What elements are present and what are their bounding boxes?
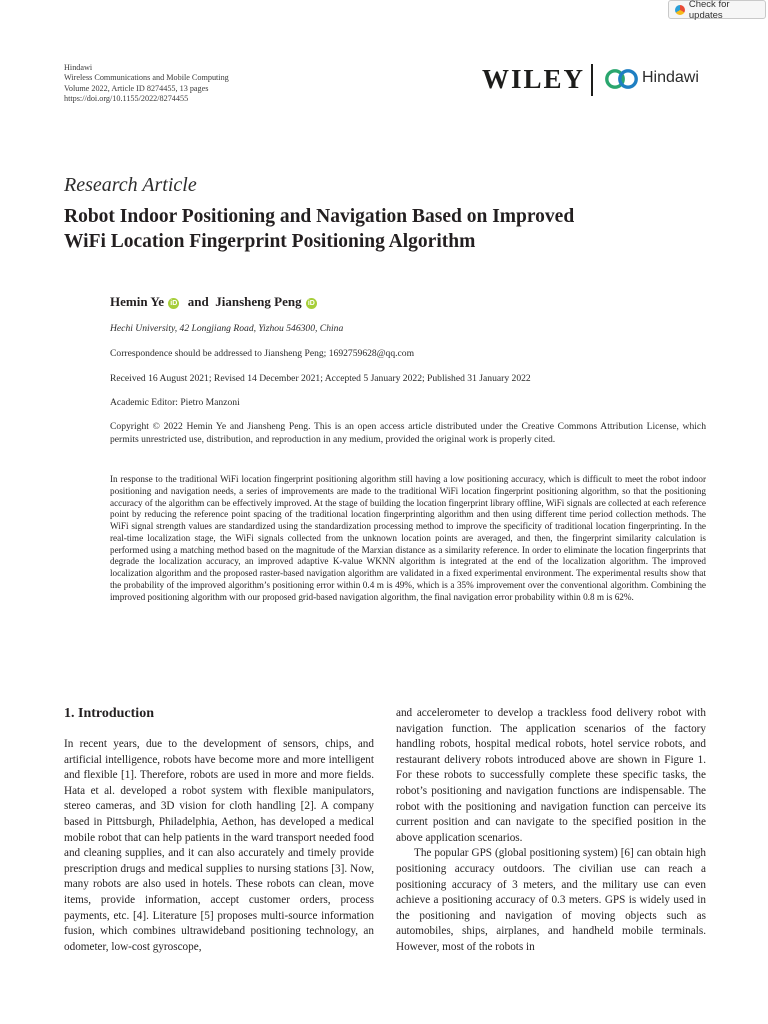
section-heading: 1. Introduction	[64, 706, 154, 721]
copyright-notice: Copyright © 2022 Hemin Ye and Jiansheng Peng. This is an open access article distributed under the Creative Commons Attribution License, which permits unrestricted use, distribution, and reproduction in any medium, provided the original work is properly cited.	[110, 421, 706, 445]
affiliation: Hechi University, 42 Longjiang Road, Yizhou 546300, China	[110, 323, 344, 334]
article-title-line-1: Robot Indoor Positioning and Navigation Based on Improved	[64, 206, 575, 227]
article-title	[64, 204, 724, 254]
orcid-icon[interactable]: iD	[170, 300, 178, 307]
doi-link[interactable]: https://doi.org/10.1155/2022/8274455	[64, 93, 189, 103]
author-name[interactable]: Jiansheng Peng	[215, 294, 302, 309]
paragraph: The popular GPS (global positioning system) [6] can obtain high positioning accuracy outdoors. The civilian use can reach a positioning accuracy of 3 meters, and the military use can even achieve a positioning accuracy of 0.3 meters. GPS is widely used in the positioning and navigation of moving objects such as automobiles, ships, airplanes, and handheld mobile terminals. However, most of the robots in	[396, 847, 706, 953]
publisher-name: Hindawi	[64, 63, 93, 72]
article-title-line-2: WiFi Location Fingerprint Positioning Algorithm	[64, 231, 476, 252]
paragraph: and accelerometer to develop a trackless food delivery robot with navigation function. The application scenarios of the factory handling robots, hospital medical robots, hotel service robots, and restaurant delivery robots introduced above are shown in Figure 1. For these robots to successfully complete these specific tasks, the robot’s positioning and navigation functions are indispensable. The robot with the positioning and navigation function can perceive its current position and can navigate to the specified position in the above application scenarios.	[396, 707, 706, 844]
paragraph: In recent years, due to the development of sensors, chips, and artificial intelligence, robots have become more and more intelligent and flexible [1]. Therefore, robots are used in more and more fields. Hata et al. developed a robot system with flexible manipulators, stereo cameras, and 3D vision for cloth handling [2]. A company based in Pittsburgh, Philadelphia, Aethon, has developed a medical mobile robot that can help patients in the ward transport needed food and cleaning supplies, and it can also accurately and timely provide prescription drugs and medical supplies to nursing stations [3]. Now, many robots are also used in hotels. These robots can clean, move items, provide information, accept customer orders, process payments, etc. [4]. Literature [5] proposes multi-source information fusion, which combines ultrawideband positioning technology, an odometer, low-cost gyroscope,	[64, 738, 374, 953]
publication-dates: Received 16 August 2021; Revised 14 December 2021; Accepted 5 January 2022; Published 31 January 2022	[110, 373, 531, 384]
journal-meta	[64, 63, 229, 104]
crossmark-icon	[675, 5, 685, 15]
abstract: In response to the traditional WiFi location fingerprint positioning algorithm still having a low positioning accuracy, which is difficult to meet the robot indoor positioning and navigation needs, a series of improvements are made to the traditional WiFi location fingerprint positioning algorithm, so that the positioning accuracy of the algorithm can be effectively improved. At the stage of building the location fingerprint library offline, WiFi signals are collected at each reference point by reducing the reference point spacing of the traditional location fingerprinting algorithm and then using different time period collection methods. The WiFi signal strength values are standardized using the standardization processing method to improve the specificity of traditional location fingerprinting. In the real-time localization stage, the WiFi signals collected from the unknown location points are averaged, and then, the fingerprint similarity calculation is performed using a matching method based on the magnitude of the Marxian distance as a similarity reference. In order to eliminate the location fingerprints that degrade the localization accuracy, an improved adaptive K-value WKNN algorithm is integrated at the end of the localization algorithm. The improved localization algorithm and the proposed raster-based navigation algorithm are validated in a fixed experimental environment. The experimental results show that the probability of the improved algorithm’s positioning error within 0.4 m is 49%, which is a 35% improvement over the conventional algorithm. Combining the improved positioning algorithm with our proposed grid-based navigation algorithm, the final navigation error probability within 0.8 m is 62%.	[110, 474, 706, 602]
check-for-updates-button[interactable]	[668, 0, 766, 19]
hindawi-logo-icon	[604, 68, 640, 90]
left-column	[64, 737, 374, 955]
orcid-icon[interactable]: iD	[307, 300, 315, 307]
journal-name: Wireless Communications and Mobile Computing	[64, 73, 229, 83]
logo-divider	[591, 64, 593, 96]
author-separator: and	[184, 294, 213, 309]
author-name[interactable]: Hemin Ye	[110, 294, 165, 309]
hindawi-logo-text: Hindawi	[642, 69, 699, 86]
author-list	[110, 293, 319, 311]
academic-editor: Academic Editor: Pietro Manzoni	[110, 397, 240, 408]
correspondence: Correspondence should be addressed to Jiansheng Peng; 1692759628@qq.com	[110, 348, 415, 359]
wiley-logo: WILEY	[482, 64, 586, 94]
check-for-updates-label: Check for updates	[688, 0, 730, 21]
article-type: Research Article	[64, 174, 197, 196]
volume-info: Volume 2022, Article ID 8274455, 13 pages	[64, 83, 209, 93]
right-column	[396, 706, 706, 956]
